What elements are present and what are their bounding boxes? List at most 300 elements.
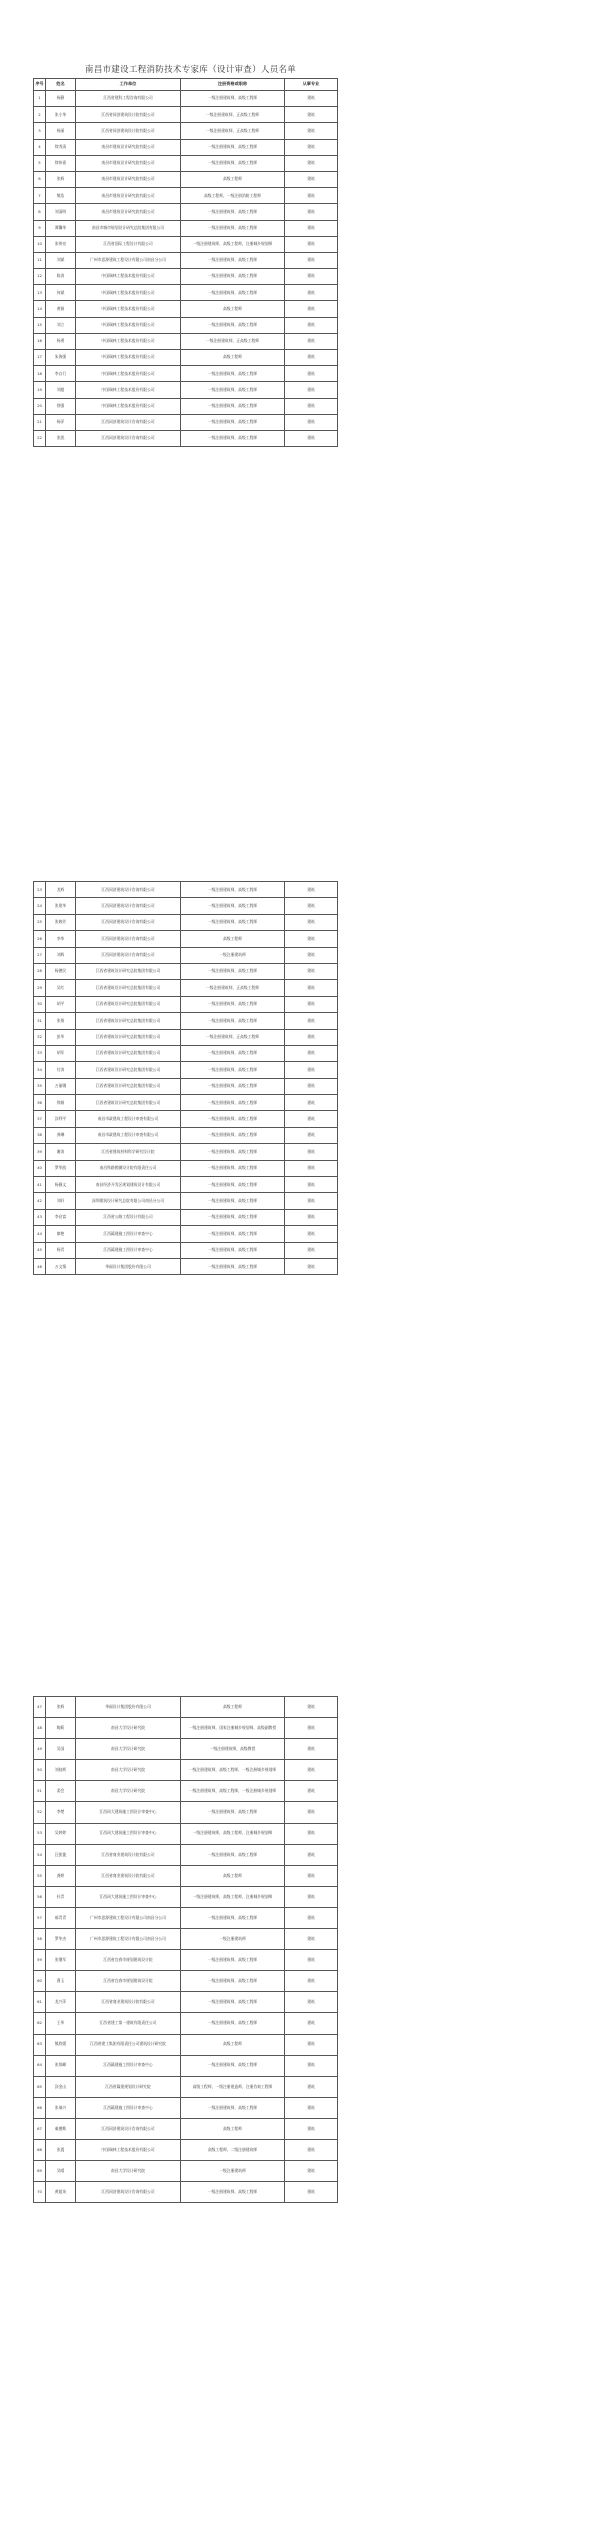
table-row	[34, 2076, 338, 2097]
table-row	[34, 1062, 338, 1078]
cell-spec: 建筑	[285, 1193, 338, 1209]
cell-no: 11	[34, 252, 46, 268]
cell-no: 66	[34, 2097, 46, 2118]
cell-unit: 江西省同济建筑设计院有限公司	[76, 107, 181, 123]
cell-name: 刘轩	[46, 1193, 76, 1209]
cell-name: 罗华凯	[46, 1160, 76, 1176]
cell-qual: 一级注册建筑师，高级工程师	[181, 1127, 285, 1143]
cell-unit: 中国瑞林工程技术股份有限公司	[76, 398, 181, 414]
cell-no: 8	[34, 204, 46, 220]
cell-spec: 建筑	[285, 1865, 338, 1886]
cell-spec: 建筑	[285, 123, 338, 139]
cell-spec: 建筑	[285, 220, 338, 236]
cell-name: 胡军	[46, 1045, 76, 1061]
cell-unit: 江西省建工集团有限责任公司建筑设计研究院	[76, 2034, 181, 2055]
cell-no: 43	[34, 1209, 46, 1225]
cell-name: 刘桂辉	[46, 1760, 76, 1781]
cell-no: 26	[34, 931, 46, 947]
cell-spec: 建筑	[285, 1226, 338, 1242]
cell-qual: 一级注册建筑师，高级工程师	[181, 317, 285, 333]
cell-name: 张翔	[46, 1013, 76, 1029]
cell-spec: 建筑	[285, 285, 338, 301]
table-row	[34, 2055, 338, 2076]
cell-no: 16	[34, 333, 46, 349]
cell-name: 杜青	[46, 1886, 76, 1907]
cell-qual: 一级注册建筑师，高级工程师	[181, 1078, 285, 1094]
table-row	[34, 963, 338, 979]
cell-name: 徐伟嘉	[46, 155, 76, 171]
cell-no: 36	[34, 1095, 46, 1111]
cell-name: 何斌	[46, 285, 76, 301]
cell-no: 49	[34, 1739, 46, 1760]
cell-qual: 一级注册建筑师，高级工程师	[181, 1062, 285, 1078]
cell-no: 40	[34, 1160, 46, 1176]
cell-spec: 建筑	[285, 236, 338, 252]
cell-qual: 一级注册建筑师，高级工程师	[181, 1013, 285, 1029]
cell-spec: 建筑	[285, 2076, 338, 2097]
cell-no: 2	[34, 107, 46, 123]
cell-no: 21	[34, 414, 46, 430]
cell-spec: 建筑	[285, 366, 338, 382]
cell-qual: 一级注册建筑师，高级工程师	[181, 1971, 285, 1992]
cell-unit: 中国瑞林工程技术股份有限公司	[76, 285, 181, 301]
cell-spec: 建筑	[285, 1718, 338, 1739]
cell-qual: 一级注册建筑师，正高级工程师	[181, 107, 285, 123]
table-row	[34, 1193, 338, 1209]
cell-unit: 江西赣建施工图设计审查中心	[76, 2097, 181, 2118]
cell-name: 谢涛	[46, 1144, 76, 1160]
cell-spec: 建筑	[285, 1127, 338, 1143]
cell-name: 郝青青	[46, 1907, 76, 1928]
cell-unit: 中国瑞林工程技术股份有限公司	[76, 333, 181, 349]
cell-no: 24	[34, 898, 46, 914]
table-header-row	[34, 79, 338, 91]
cell-qual: 一级注册建筑师，高级工程师，一级注册城乡规划师	[181, 1760, 285, 1781]
cell-qual: 一级注册建筑师，高级工程师	[181, 1844, 285, 1865]
cell-spec: 建筑	[285, 2097, 338, 2118]
table-row	[34, 2097, 338, 2118]
cell-spec: 建筑	[285, 350, 338, 366]
cell-spec: 建筑	[285, 1844, 338, 1865]
cell-qual: 一级注册建筑师	[181, 1929, 285, 1950]
cell-name: 李启富	[46, 1209, 76, 1225]
cell-no: 47	[34, 1697, 46, 1718]
cell-spec: 建筑	[285, 947, 338, 963]
cell-name: 熊欣媛	[46, 2034, 76, 2055]
cell-name: 刘斌	[46, 252, 76, 268]
table-row	[34, 914, 338, 930]
cell-no: 19	[34, 382, 46, 398]
cell-name: 罗华杰	[46, 1929, 76, 1950]
cell-name: 张婉芳	[46, 914, 76, 930]
cell-qual: 一级注册建筑师，高级工程师	[181, 430, 285, 446]
table-row	[34, 269, 338, 285]
cell-qual: 一级注册建筑师，正高级工程师	[181, 1029, 285, 1045]
cell-unit: 江西省建筑设计研究总院集团有限公司	[76, 1045, 181, 1061]
cell-qual: 一级注册建筑师，高级工程师，注册城乡规划师	[181, 1823, 285, 1844]
table-row	[34, 996, 338, 1012]
table-row	[34, 1095, 338, 1111]
cell-qual: 一级注册建筑师，国家注册城乡规划师，高级副教授	[181, 1718, 285, 1739]
table-row	[34, 188, 338, 204]
cell-spec: 建筑	[285, 155, 338, 171]
table-row	[34, 171, 338, 187]
cell-name: 杨静文	[46, 1177, 76, 1193]
cell-no: 51	[34, 1781, 46, 1802]
cell-unit: 江西同济建筑设计咨询有限公司	[76, 914, 181, 930]
cell-qual: 一级注册建筑师，高级工程师	[181, 1160, 285, 1176]
cell-qual: 一级注册建筑师，高级工程师	[181, 220, 285, 236]
cell-no: 29	[34, 980, 46, 996]
cell-no: 63	[34, 2034, 46, 2055]
cell-unit: 中国瑞林工程技术股份有限公司	[76, 2139, 181, 2160]
cell-spec: 建筑	[285, 1209, 338, 1225]
cell-name: 万文情	[46, 1258, 76, 1274]
cell-name: 徐娟	[46, 1095, 76, 1111]
cell-no: 6	[34, 171, 46, 187]
cell-unit: 江西省商业建筑设计院有限公司	[76, 1865, 181, 1886]
cell-spec: 建筑	[285, 171, 338, 187]
cell-unit: 江西省商业建筑设计院有限公司	[76, 1844, 181, 1865]
cell-spec: 建筑	[285, 414, 338, 430]
cell-qual: 一级注册建筑师，高级工程师	[181, 963, 285, 979]
cell-spec: 建筑	[285, 931, 338, 947]
cell-qual: 一级注册建筑师，高级工程师	[181, 366, 285, 382]
cell-qual: 一级注册建筑师，高级工程师	[181, 914, 285, 930]
cell-unit: 南昌铁路勘测设计院有限责任公司	[76, 1160, 181, 1176]
cell-no: 46	[34, 1258, 46, 1274]
cell-qual: 一级注册建筑师，高级工程师	[181, 1045, 285, 1061]
cell-no: 7	[34, 188, 46, 204]
table-row	[34, 1258, 338, 1274]
cell-spec: 建筑	[285, 1258, 338, 1274]
cell-name: 张辉	[46, 1697, 76, 1718]
cell-no: 65	[34, 2076, 46, 2097]
table-row	[34, 252, 338, 268]
cell-no: 25	[34, 914, 46, 930]
cell-spec: 建筑	[285, 1781, 338, 1802]
cell-unit: 江西同济建筑设计咨询有限公司	[76, 430, 181, 446]
cell-unit: 江西同济建筑设计咨询有限公司	[76, 947, 181, 963]
table-row	[34, 1844, 338, 1865]
cell-no: 18	[34, 366, 46, 382]
cell-qual: 一级注册建筑师，高级工程师	[181, 139, 285, 155]
cell-unit: 南昌经济开发区规划建筑设计有限公司	[76, 1177, 181, 1193]
cell-no: 27	[34, 947, 46, 963]
cell-name: 曹玉	[46, 1971, 76, 1992]
cell-qual: 高级工程师，一级注册消防工程师	[181, 188, 285, 204]
cell-spec: 建筑	[285, 139, 338, 155]
cell-name: 李华	[46, 931, 76, 947]
table-row	[34, 430, 338, 446]
cell-qual: 一级注册建筑师，高级工程师	[181, 155, 285, 171]
table-row	[34, 2182, 338, 2203]
cell-name: 刘超	[46, 382, 76, 398]
cell-unit: 广州市思源建筑工程设计有限公司南昌分公司	[76, 1907, 181, 1928]
table-row	[34, 1781, 338, 1802]
cell-name: 张翔峰	[46, 2055, 76, 2076]
cell-qual: 一级注册建筑师，正高级工程师	[181, 123, 285, 139]
table-row	[34, 980, 338, 996]
cell-spec: 建筑	[285, 1045, 338, 1061]
cell-unit: 江西省建筑设计研究总院集团有限公司	[76, 1095, 181, 1111]
cell-spec: 建筑	[285, 2034, 338, 2055]
cell-unit: 南昌市政建筑工程设计审查有限公司	[76, 1111, 181, 1127]
table-row	[34, 1992, 338, 2013]
cell-unit: 江西省建筑设计研究总院集团有限公司	[76, 1078, 181, 1094]
cell-qual: 一级注册建筑师，高级工程师	[181, 882, 285, 898]
cell-unit: 江西同济建筑设计咨询有限公司	[76, 898, 181, 914]
cell-qual: 高级工程师	[181, 1865, 285, 1886]
table-row	[34, 1045, 338, 1061]
table-row	[34, 1971, 338, 1992]
cell-name: 陈涛	[46, 269, 76, 285]
table-row	[34, 317, 338, 333]
cell-unit: 江西同济建筑设计咨询有限公司	[76, 2118, 181, 2139]
cell-no: 30	[34, 996, 46, 1012]
cell-qual: 一级注册建筑师，高级工程师	[181, 1226, 285, 1242]
cell-unit: 中国瑞林工程技术股份有限公司	[76, 350, 181, 366]
table-row	[34, 1144, 338, 1160]
cell-no: 39	[34, 1144, 46, 1160]
cell-name: 朱海强	[46, 350, 76, 366]
cell-no: 45	[34, 1242, 46, 1258]
cell-spec: 建筑	[285, 1886, 338, 1907]
cell-name: 黄超英	[46, 2182, 76, 2203]
table-row	[34, 1160, 338, 1176]
cell-unit: 江西赣建施工图设计审查中心	[76, 1226, 181, 1242]
cell-qual: 一级注册建筑师，高级工程师	[181, 1242, 285, 1258]
cell-spec: 建筑	[285, 333, 338, 349]
cell-name: 张小华	[46, 107, 76, 123]
cell-name: 杨萍	[46, 414, 76, 430]
cell-unit: 江西同大建筑施工图设计审查中心	[76, 1823, 181, 1844]
cell-no: 44	[34, 1226, 46, 1242]
cell-qual: 一级注册建筑师，高级工程师，注册城乡规划师	[181, 1886, 285, 1907]
table-row	[34, 236, 338, 252]
cell-qual: 一级注册建筑师，正高级工程师	[181, 333, 285, 349]
cell-qual: 一级注册建筑师，高级工程师	[181, 269, 285, 285]
cell-unit: 广州市思源建筑工程设计有限公司南昌分公司	[76, 252, 181, 268]
cell-qual: 一级注册建筑师，高级工程师	[181, 1258, 285, 1274]
cell-no: 48	[34, 1718, 46, 1739]
cell-name: 吴晴	[46, 2161, 76, 2182]
table-row	[34, 1242, 338, 1258]
cell-spec: 建筑	[285, 1029, 338, 1045]
table-row	[34, 1013, 338, 1029]
cell-spec: 建筑	[285, 1144, 338, 1160]
cell-spec: 建筑	[285, 1823, 338, 1844]
cell-qual: 一级注册建筑师，高级工程师	[181, 2013, 285, 2034]
cell-unit: 江西同济建筑设计咨询有限公司	[76, 2182, 181, 2203]
table-row	[34, 2013, 338, 2034]
cell-qual: 一级注册建筑师，正高级工程师	[181, 980, 285, 996]
table-row	[34, 1127, 338, 1143]
cell-spec: 建筑	[285, 1971, 338, 1992]
cell-spec: 建筑	[285, 188, 338, 204]
header-name: 姓名	[46, 79, 76, 91]
cell-no: 23	[34, 882, 46, 898]
table-row	[34, 350, 338, 366]
table-row	[34, 1226, 338, 1242]
cell-unit: 江西同济建筑设计咨询有限公司	[76, 414, 181, 430]
cell-spec: 建筑	[285, 996, 338, 1012]
cell-spec: 建筑	[285, 1760, 338, 1781]
cell-no: 41	[34, 1177, 46, 1193]
cell-no: 22	[34, 430, 46, 446]
table-row	[34, 931, 338, 947]
cell-spec: 建筑	[285, 882, 338, 898]
cell-spec: 建筑	[285, 1739, 338, 1760]
cell-qual: 高级工程师	[181, 301, 285, 317]
cell-name: 杨青	[46, 1242, 76, 1258]
cell-spec: 建筑	[285, 301, 338, 317]
cell-unit: 江西同大建筑施工图设计审查中心	[76, 1802, 181, 1823]
cell-no: 9	[34, 220, 46, 236]
cell-name: 秦德斯	[46, 2118, 76, 2139]
cell-name: 吴国	[46, 1739, 76, 1760]
cell-no: 69	[34, 2161, 46, 2182]
cell-name: 张继军	[46, 1950, 76, 1971]
table-row	[34, 414, 338, 430]
cell-spec: 建筑	[285, 398, 338, 414]
cell-no: 42	[34, 1193, 46, 1209]
cell-unit: 江西省国际工程设计有限公司	[76, 236, 181, 252]
table-row	[34, 155, 338, 171]
cell-no: 15	[34, 317, 46, 333]
table-row	[34, 1078, 338, 1094]
table-row	[34, 91, 338, 107]
cell-name: 廖艳	[46, 1226, 76, 1242]
cell-unit: 中国瑞林工程技术股份有限公司	[76, 269, 181, 285]
cell-unit: 江西省赣建规划设计研究院	[76, 2076, 181, 2097]
cell-name: 徐强	[46, 398, 76, 414]
cell-name: 杨静	[46, 91, 76, 107]
cell-unit: 南昌大学设计研究院	[76, 2161, 181, 2182]
cell-qual: 一级注册建筑师，高级工程师	[181, 398, 285, 414]
cell-no: 67	[34, 2118, 46, 2139]
table-row	[34, 285, 338, 301]
cell-no: 32	[34, 1029, 46, 1045]
cell-no: 13	[34, 285, 46, 301]
table-row	[34, 1209, 338, 1225]
cell-name: 涂利平	[46, 1111, 76, 1127]
cell-unit: 江西赣建施工图设计审查中心	[76, 1242, 181, 1258]
cell-name: 龚琳	[46, 1127, 76, 1143]
cell-qual: 一级注册建筑师，高级工程师	[181, 1907, 285, 1928]
cell-no: 68	[34, 2139, 46, 2160]
cell-qual: 一级注册建筑师，高级工程师	[181, 996, 285, 1012]
cell-name: 李自行	[46, 366, 76, 382]
cell-no: 64	[34, 2055, 46, 2076]
cell-unit: 深圳建筑设计研究总院有限公司南昌分公司	[76, 1193, 181, 1209]
cell-qual: 一级注册建筑师，高级工程师	[181, 414, 285, 430]
cell-unit: 南昌大学设计研究院	[76, 1760, 181, 1781]
cell-spec: 建筑	[285, 914, 338, 930]
cell-qual: 一级注册建筑师	[181, 947, 285, 963]
header-qual: 注册资格或职称	[181, 79, 285, 91]
table-row	[34, 898, 338, 914]
cell-name: 陶莉	[46, 1718, 76, 1739]
document-title: 南昌市建设工程消防技术专家库（设计审查）人员名单	[84, 65, 297, 75]
cell-no: 38	[34, 1127, 46, 1143]
cell-name: 吴婷婷	[46, 1823, 76, 1844]
cell-qual: 一级注册建筑师，高级工程师	[181, 1992, 285, 2013]
cell-qual: 一级注册建筑师，高级工程师	[181, 382, 285, 398]
table-row	[34, 1802, 338, 1823]
cell-qual: 一级注册建筑师，高级工程师	[181, 1950, 285, 1971]
cell-spec: 建筑	[285, 1095, 338, 1111]
table-row	[34, 123, 338, 139]
cell-unit: 南昌市建筑设计研究院有限公司	[76, 188, 181, 204]
table-row	[34, 1697, 338, 1718]
cell-no: 37	[34, 1111, 46, 1127]
cell-qual: 高级工程师	[181, 171, 285, 187]
cell-qual: 高级工程师	[181, 2034, 285, 2055]
cell-unit: 江西省同济建筑设计院有限公司	[76, 123, 181, 139]
cell-spec: 建筑	[285, 1160, 338, 1176]
cell-no: 35	[34, 1078, 46, 1094]
table-row	[34, 1929, 338, 1950]
cell-unit: 江西同济建筑设计咨询有限公司	[76, 882, 181, 898]
cell-qual: 高级工程师	[181, 2118, 285, 2139]
cell-spec: 建筑	[285, 204, 338, 220]
cell-no: 53	[34, 1823, 46, 1844]
cell-qual: 高级工程师，一级注册建造师，注册咨询工程师	[181, 2076, 285, 2097]
cell-name: 徐秀清	[46, 139, 76, 155]
table-row	[34, 2139, 338, 2160]
cell-name: 杨勇	[46, 333, 76, 349]
cell-name: 谭馨华	[46, 220, 76, 236]
cell-unit: 江西同济建筑设计咨询有限公司	[76, 931, 181, 947]
roster-table-page-1	[33, 78, 338, 447]
cell-spec: 建筑	[285, 1177, 338, 1193]
cell-spec: 建筑	[285, 980, 338, 996]
cell-name: 龙辉	[46, 882, 76, 898]
cell-name: 张辉	[46, 171, 76, 187]
cell-name: 刘辉	[46, 947, 76, 963]
cell-qual: 一级注册建筑师，高级工程师	[181, 285, 285, 301]
cell-no: 55	[34, 1865, 46, 1886]
cell-unit: 江西省建筑材料科学研究设计院	[76, 1144, 181, 1160]
cell-spec: 建筑	[285, 2182, 338, 2203]
cell-qual: 一级注册建筑师，高级工程师	[181, 1095, 285, 1111]
cell-spec: 建筑	[285, 1992, 338, 2013]
cell-spec: 建筑	[285, 2013, 338, 2034]
cell-name: 胡平	[46, 996, 76, 1012]
cell-name: 付涛	[46, 1062, 76, 1078]
cell-qual: 一级注册建筑师，高级工程师，注册城乡规划师	[181, 236, 285, 252]
cell-no: 33	[34, 1045, 46, 1061]
cell-unit: 南昌市城市规划设计研究总院集团有限公司	[76, 220, 181, 236]
cell-unit: 江西同大建筑施工图设计审查中心	[76, 1886, 181, 1907]
cell-name: 万丽娜	[46, 1078, 76, 1094]
cell-no: 3	[34, 123, 46, 139]
cell-no: 56	[34, 1886, 46, 1907]
cell-unit: 华福设计集团股份有限公司	[76, 1258, 181, 1274]
cell-qual: 一级注册建筑师，高级工程师	[181, 252, 285, 268]
table-row	[34, 1950, 338, 1971]
table-row	[34, 301, 338, 317]
cell-qual: 一级注册建筑师，高级工程师	[181, 204, 285, 220]
cell-unit: 南昌大学设计研究院	[76, 1781, 181, 1802]
table-row	[34, 1718, 338, 1739]
cell-spec: 建筑	[285, 963, 338, 979]
cell-qual: 一级注册建筑师，高级工程师	[181, 1802, 285, 1823]
cell-spec: 建筑	[285, 1907, 338, 1928]
cell-spec: 建筑	[285, 1929, 338, 1950]
table-row	[34, 382, 338, 398]
